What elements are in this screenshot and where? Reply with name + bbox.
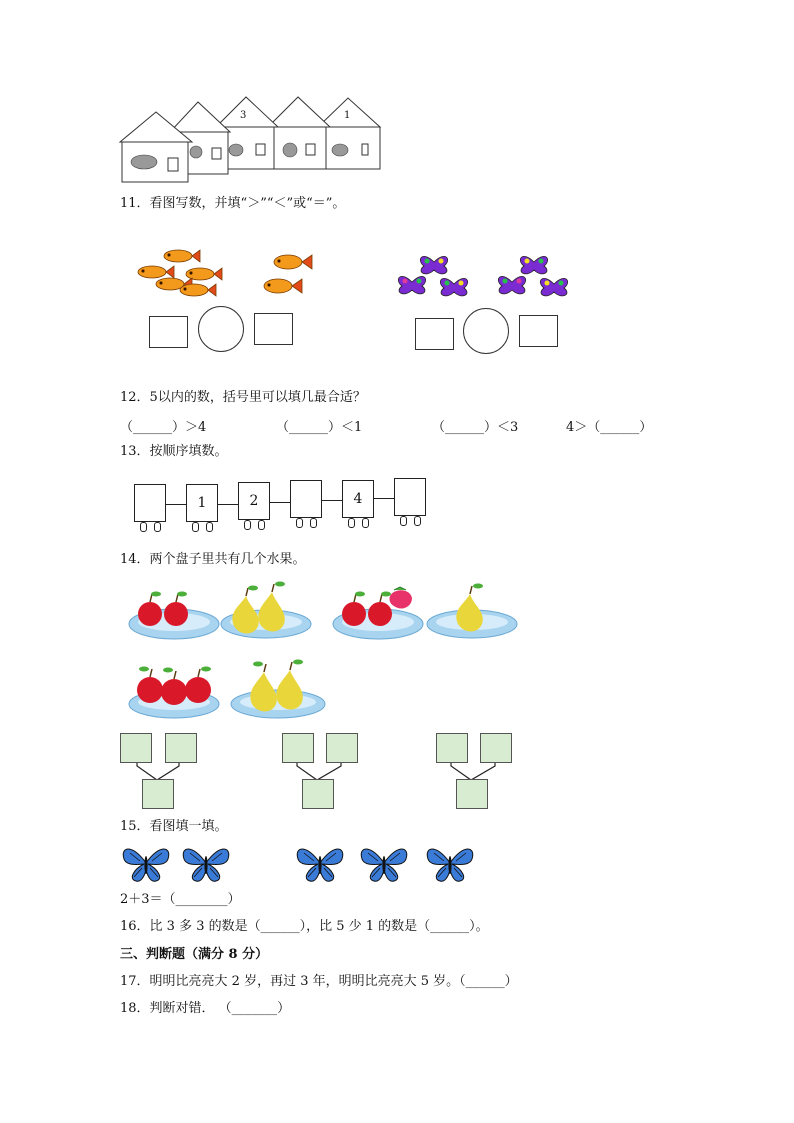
question-13: 13．按顺序填数。 [120,444,228,459]
answer-box-fish-right[interactable] [254,313,293,345]
q12-item-4: 4＞（______） [566,420,653,435]
answer-box-fish-left[interactable] [149,316,188,348]
train-car-6[interactable] [394,478,426,516]
bond3-total[interactable] [456,779,488,809]
compare-circle-butterfly[interactable] [463,308,509,354]
train-car-3: 2 [238,482,270,520]
plate-one-pear [426,580,518,640]
houses-illustration [118,92,388,182]
plate-two-apples [128,586,220,642]
question-17: 17．明明比亮亮大 2 岁，再过 3 年，明明比亮亮大 5 岁。（______） [120,974,518,989]
plate-two-pears-2 [230,656,326,720]
bond3-part-b[interactable] [480,733,512,763]
q12-item-3: （______）＜3 [432,420,519,435]
butterfly-group-right [496,252,576,302]
answer-box-butterfly-right[interactable] [519,315,558,347]
number-train [134,478,434,534]
q12-item-1: （______）＞4 [120,420,207,435]
bond3-part-a[interactable] [436,733,468,763]
train-car-4[interactable] [290,480,322,518]
fish-group-left [134,246,234,306]
compare-circle-fish[interactable] [198,306,244,352]
question-12: 12．5以内的数，括号里可以填几最合适？ [120,390,366,405]
house-label-3: 3 [240,110,247,121]
bond1-part-b[interactable] [165,733,197,763]
question-14: 14．两个盘子里共有几个水果。 [120,552,306,567]
answer-box-butterfly-left[interactable] [415,318,454,350]
plate-three-apples [128,660,220,720]
train-car-1[interactable] [134,484,166,522]
train-car-2: 1 [186,484,218,522]
butterfly-group-left [396,252,476,302]
bond1-part-a[interactable] [120,733,152,763]
section-3-title: 三、判断题（满分 8 分） [120,947,269,962]
question-16: 16．比 3 多 3 的数是（______），比 5 少 1 的数是（______）。 [120,919,489,934]
plate-two-pears [220,580,312,640]
bond2-part-b[interactable] [326,733,358,763]
blue-butterflies [120,843,490,885]
house-label-1: 1 [344,110,351,121]
question-15: 15．看图填一填。 [120,819,228,834]
fish-group-right [260,252,320,302]
q15-equation: 2＋3＝（________） [120,892,241,907]
bond1-total[interactable] [142,779,174,809]
question-11: 11．看图写数，并填“＞”“＜”或“＝”。 [120,196,346,211]
bond2-part-a[interactable] [282,733,314,763]
question-18: 18．判断对错． （_______） [120,1001,291,1016]
q12-item-2: （______）＜1 [276,420,363,435]
train-car-5: 4 [342,480,374,518]
plate-apples-strawberry [332,586,424,642]
bond2-total[interactable] [302,779,334,809]
